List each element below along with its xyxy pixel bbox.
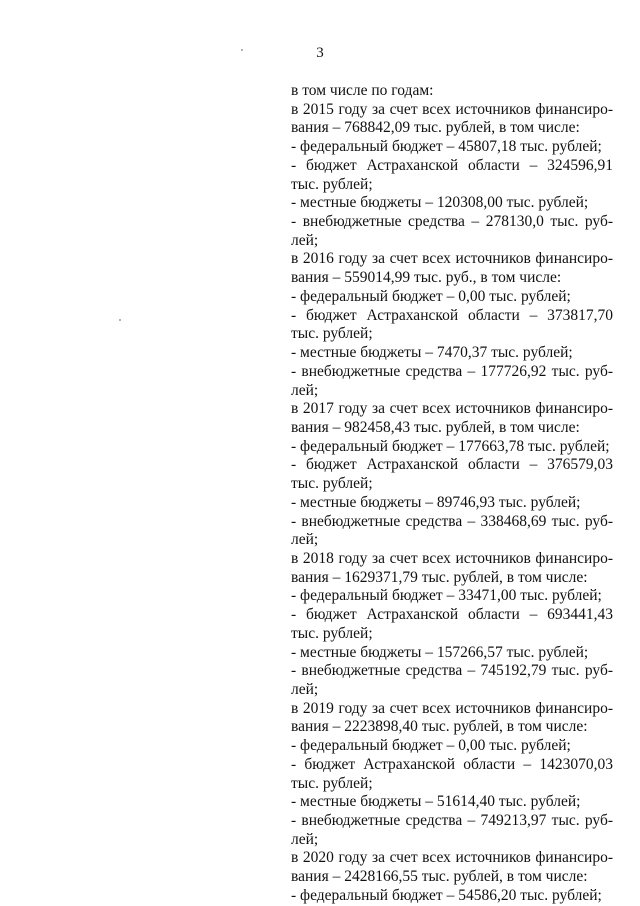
text-line: тыс. рублей; [291, 325, 373, 343]
page-number: 3 [316, 45, 324, 61]
text-line: вания – 1629371,79 тыс. рублей, в том числе: [291, 568, 588, 586]
text-line: - внебюджетные средства – 278130,0 тыс. руб- [291, 213, 613, 231]
text-line: лей; [291, 830, 319, 848]
text-line: лей; [291, 381, 319, 399]
text-line: - федеральный бюджет – 177663,78 тыс. рублей; [291, 437, 610, 455]
text-line: - федеральный бюджет – 45807,18 тыс. рублей; [291, 138, 602, 156]
text-line: в 2015 году за счет всех источников финансиро- [291, 100, 613, 118]
text-line: вания – 768842,09 тыс. рублей, в том числе: [291, 119, 580, 137]
funding-text-block [291, 82, 613, 906]
text-line: - местные бюджеты – 7470,37 тыс. рублей; [291, 344, 573, 362]
text-line: - местные бюджеты – 120308,00 тыс. рублей; [291, 194, 589, 212]
text-line: - внебюджетные средства – 749213,97 тыс. руб- [291, 812, 613, 830]
scan-speck [119, 319, 121, 321]
text-line: лей; [291, 231, 319, 249]
text-line: - федеральный бюджет – 33471,00 тыс. рублей; [291, 587, 602, 605]
text-line: вания – 2428166,55 тыс. рублей, в том числе: [291, 868, 588, 886]
text-line: - бюджет Астраханской области – 376579,03 [291, 456, 613, 474]
text-line: - бюджет Астраханской области – 693441,43 [291, 606, 613, 624]
text-line: - местные бюджеты – 51614,40 тыс. рублей; [291, 793, 581, 811]
text-line: в 2016 году за счет всех источников финансиро- [291, 250, 613, 268]
text-line: вания – 2223898,40 тыс. рублей, в том числе: [291, 718, 588, 736]
text-line: - внебюджетные средства – 745192,79 тыс. руб- [291, 662, 613, 680]
text-line: лей; [291, 681, 319, 698]
text-line: - внебюджетные средства – 338468,69 тыс. руб- [291, 512, 613, 530]
text-line: в 2017 году за счет всех источников финансиро- [291, 400, 613, 418]
text-line: в 2019 году за счет всех источников финансиро- [291, 699, 613, 717]
text-line: тыс. рублей; [291, 475, 373, 493]
text-line: - бюджет Астраханской области – 324596,91 [291, 156, 613, 174]
text-line: - бюджет Астраханской области – 373817,70 [291, 306, 613, 324]
text-line: лей; [291, 531, 319, 549]
text-line: в 2020 году за счет всех источников финансиро- [291, 849, 613, 867]
text-line: - федеральный бюджет – 54586,20 тыс. рублей; [291, 886, 602, 904]
text-line: тыс. рублей; [291, 175, 373, 193]
text-line: - бюджет Астраханской области – 1423070,03 [291, 755, 613, 773]
text-line: в 2018 году за счет всех источников финансиро- [291, 549, 613, 567]
text-line: в том числе по годам: [291, 82, 434, 99]
text-line: тыс. рублей; [291, 624, 373, 642]
text-line: вания – 559014,99 тыс. руб., в том числе: [291, 269, 562, 287]
text-line: - местные бюджеты – 157266,57 тыс. рублей; [291, 643, 589, 661]
text-line: - местные бюджеты – 89746,93 тыс. рублей; [291, 493, 581, 511]
text-line: вания – 982458,43 тыс. рублей, в том числе: [291, 418, 580, 436]
scan-speck [241, 49, 243, 51]
text-line: - федеральный бюджет – 0,00 тыс. рублей; [291, 737, 571, 755]
text-line: тыс. рублей; [291, 774, 373, 792]
text-line: - внебюджетные средства – 177726,92 тыс. руб- [291, 362, 613, 380]
text-line: - федеральный бюджет – 0,00 тыс. рублей; [291, 287, 571, 305]
